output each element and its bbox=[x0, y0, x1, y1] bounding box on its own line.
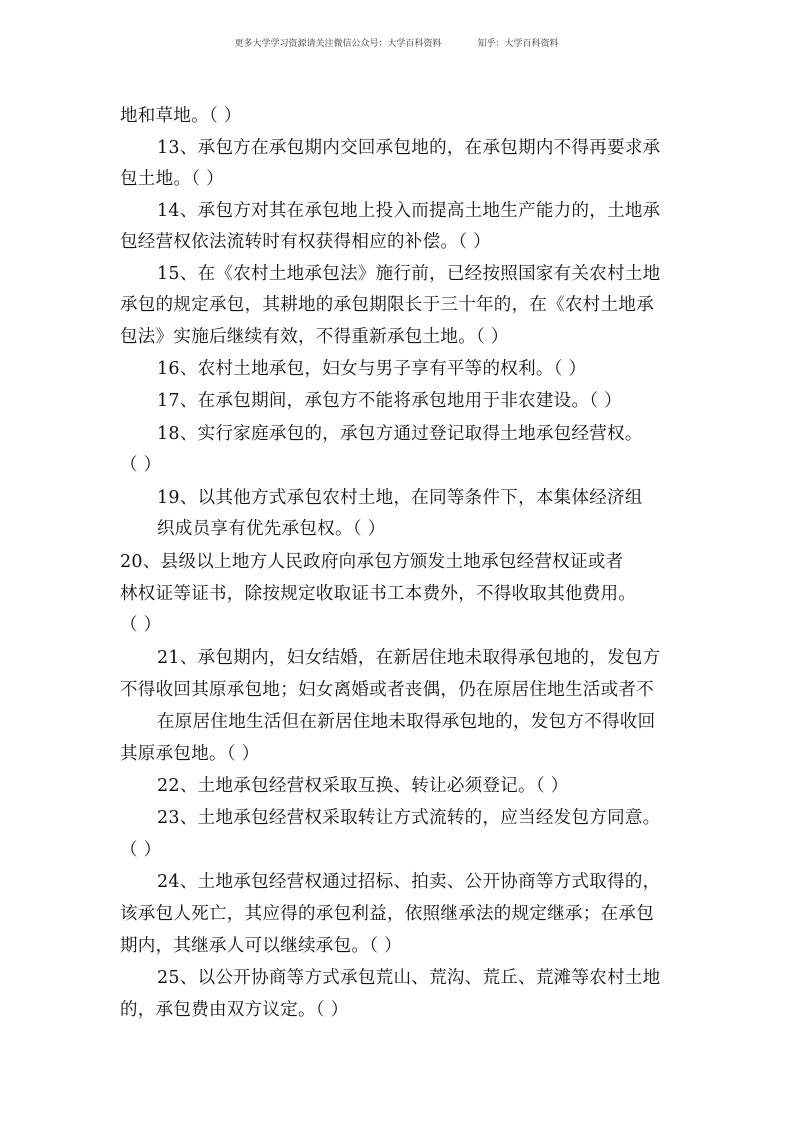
text-line: 期内，其继承人可以继续承包。（ ） bbox=[120, 936, 402, 956]
text-line: 的，承包费由双方议定。（ ） bbox=[120, 1000, 349, 1020]
question-17-line: 17、在承包期间，承包方不能将承包地用于非农建设。（ ） bbox=[157, 391, 622, 411]
text-line: 其原承包地。（ ） bbox=[120, 744, 260, 764]
question-24-line: 24、土地承包经营权通过招标、拍卖、公开协商等方式取得的， bbox=[157, 872, 661, 892]
question-13-line: 13、承包方在承包期内交回承包地的，在承包期内不得再要求承 bbox=[157, 138, 661, 158]
question-21-line: 21、承包期内，妇女结婚，在新居住地未取得承包地的，发包方 bbox=[157, 648, 661, 668]
text-line: （ ） bbox=[120, 615, 162, 635]
question-18-line: 18、实行家庭承包的，承包方通过登记取得土地承包经营权。 bbox=[157, 424, 643, 444]
text-line: 该承包人死亡，其应得的承包利益，依照继承法的规定继承；在承包 bbox=[120, 904, 654, 924]
text-line: 承包的规定承包，其耕地的承包期限长于三十年的，在《农村土地承 bbox=[120, 295, 654, 315]
text-line: 地和草地。（ ） bbox=[120, 106, 242, 126]
header-zhihu-note: 知乎：大学百科资料 bbox=[477, 39, 559, 49]
text-line: 在原居住地生活但在新居住地未取得承包地的，发包方不得收回 bbox=[157, 712, 656, 732]
header-wechat-note: 更多大学学习资源请关注微信公众号：大学百科资料 bbox=[234, 39, 442, 49]
question-22-line: 22、土地承包经营权采取互换、转让必须登记。（ ） bbox=[157, 776, 569, 796]
text-line: 织成员享有优先承包权。（ ） bbox=[157, 519, 386, 539]
question-19-line: 19、以其他方式承包农村土地，在同等条件下，本集体经济组 bbox=[157, 488, 643, 508]
question-14-line: 14、承包方对其在承包地上投入而提高土地生产能力的，土地承 bbox=[157, 201, 661, 221]
text-line: 不得收回其原承包地；妇女离婚或者丧偶，仍在原居住地生活或者不 bbox=[120, 680, 654, 700]
question-15-line: 15、在《农村土地承包法》施行前，已经按照国家有关农村土地 bbox=[157, 264, 661, 284]
question-23-line: 23、土地承包经营权采取转让方式流转的，应当经发包方同意。 bbox=[157, 808, 661, 828]
text-line: 林权证等证书，除按规定收取证书工本费外，不得收取其他费用。 bbox=[120, 584, 637, 604]
text-line: 包经营权依法流转时有权获得相应的补偿。（ ） bbox=[120, 232, 491, 252]
question-20-line: 20、县级以上地方人民政府向承包方颁发土地承包经营权证或者 bbox=[120, 552, 624, 572]
text-line: 包法》实施后继续有效，不得重新承包土地。（ ） bbox=[120, 327, 509, 347]
text-line: （ ） bbox=[120, 840, 162, 860]
question-25-line: 25、以公开协商等方式承包荒山、荒沟、荒丘、荒滩等农村土地 bbox=[157, 968, 661, 988]
text-line: 包土地。（ ） bbox=[120, 169, 224, 189]
text-line: （ ） bbox=[120, 455, 162, 475]
question-16-line: 16、农村土地承包，妇女与男子享有平等的权利。（ ） bbox=[157, 359, 587, 379]
page-header bbox=[0, 36, 793, 49]
